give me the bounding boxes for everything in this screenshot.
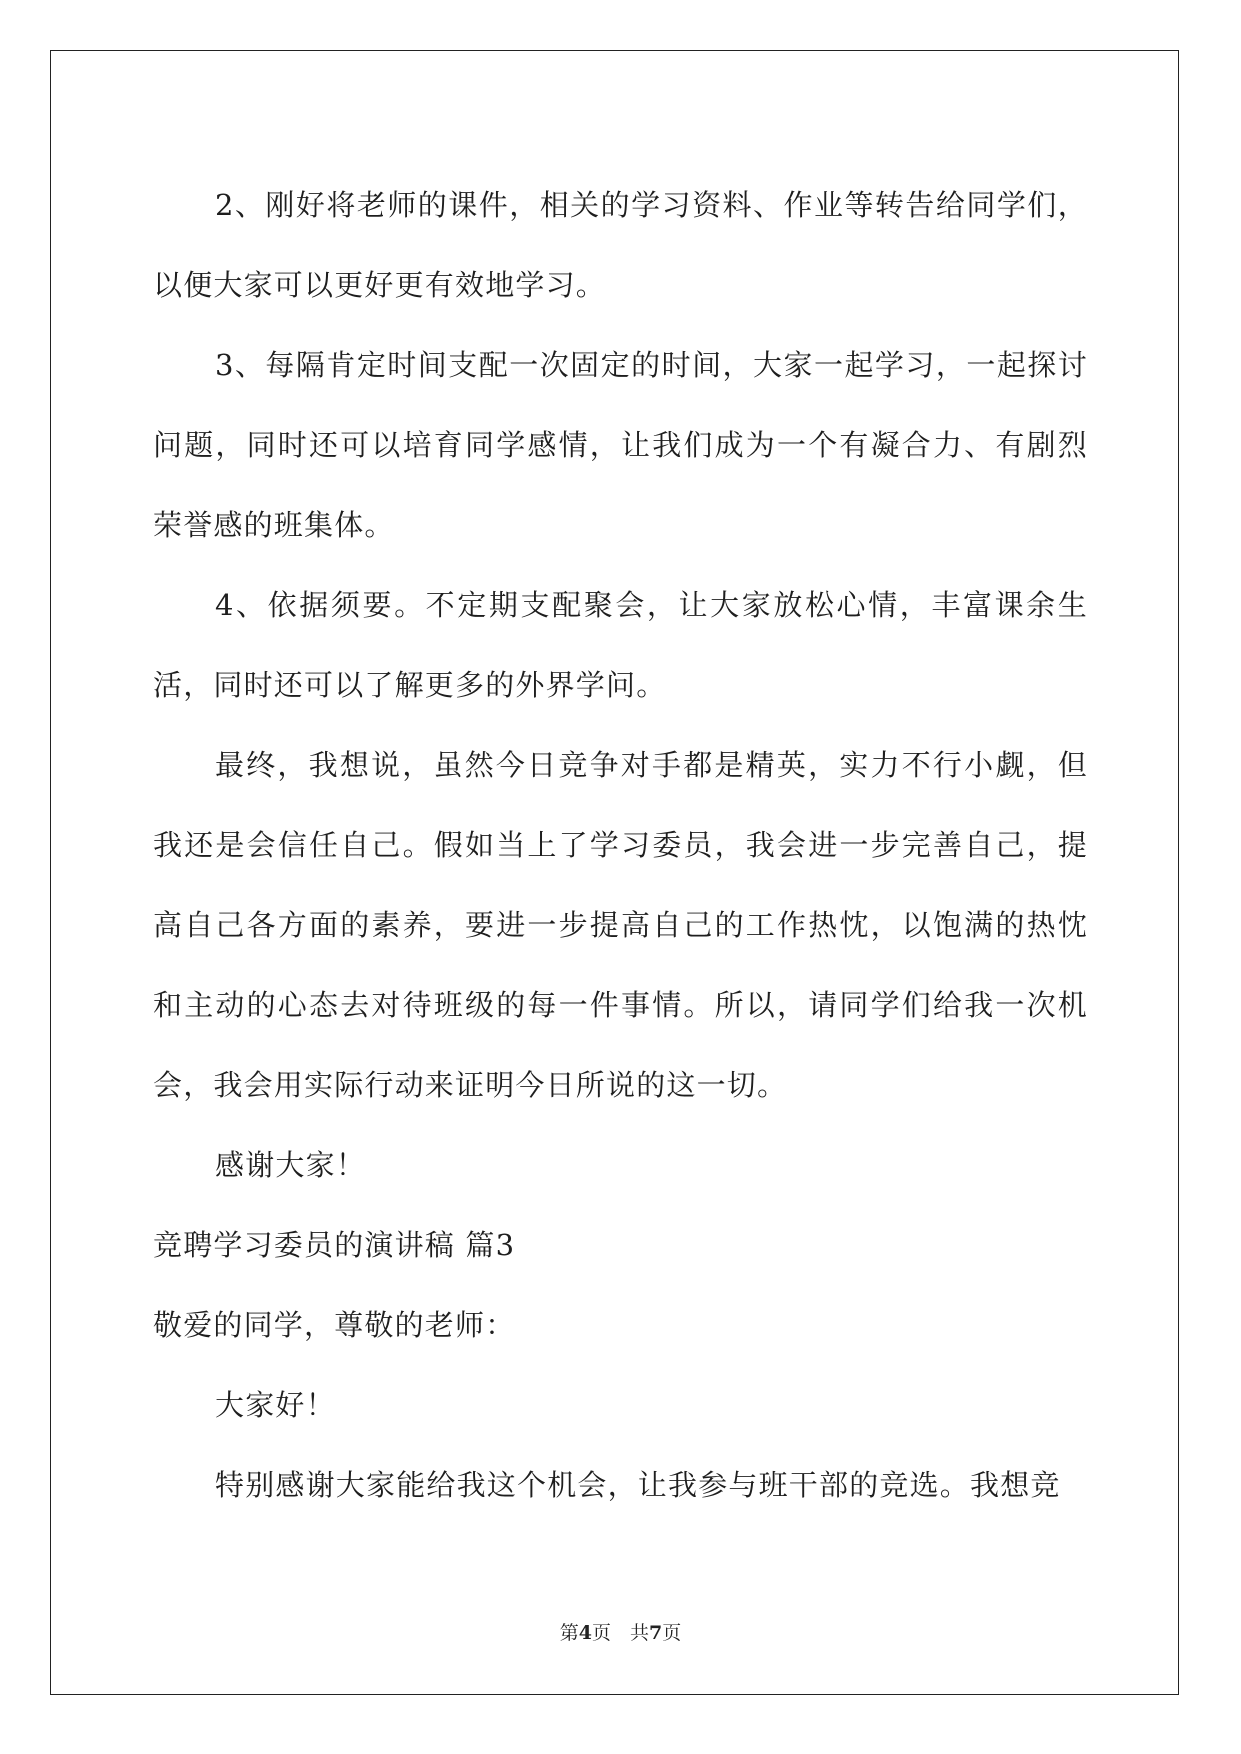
paragraph-intro: 特别感谢大家能给我这个机会，让我参与班干部的竞选。我想竞 [215,1468,1061,1502]
paragraph-thanks: 感谢大家！ [215,1148,367,1182]
current-page-number: 4 [578,1622,592,1644]
total-pages-number: 7 [649,1622,663,1644]
paragraph-conclusion: 最终，我想说，虽然今日竞争对手都是精英，实力不行小觑，但我还是会信任自己。假如当上了学习委员，我会进一步完善自己，提高自己各方面的素养，要进一步提高自己的工作热忱，以饱满的热忱和主动的心态去对待班级的每一件事情。所以，请同学们给我一次机会，我会用实际行动来证明今日所说的这一切。 [153,748,1088,1102]
salutation: 敬爱的同学，尊敬的老师： [153,1308,516,1342]
paragraph-item-3: 3、每隔肯定时间支配一次固定的时间，大家一起学习，一起探讨问题，同时还可以培育同学感情，让我们成为一个有凝合力、有剧烈荣誉感的班集体。 [153,348,1088,542]
section-heading: 竞聘学习委员的演讲稿 篇3 [153,1228,516,1262]
document-body [153,165,1088,1525]
greeting: 大家好！ [215,1388,336,1422]
page-footer [0,1618,1241,1645]
footer-prefix: 第 [559,1622,579,1644]
paragraph-item-2: 2、刚好将老师的课件，相关的学习资料、作业等转告给同学们，以便大家可以更好更有效地学习。 [153,188,1088,302]
paragraph-item-4: 4、依据须要。不定期支配聚会，让大家放松心情，丰富课余生活，同时还可以了解更多的外界学问。 [153,588,1088,702]
footer-suffix: 页 [662,1622,682,1644]
footer-mid: 页 共 [591,1622,649,1644]
